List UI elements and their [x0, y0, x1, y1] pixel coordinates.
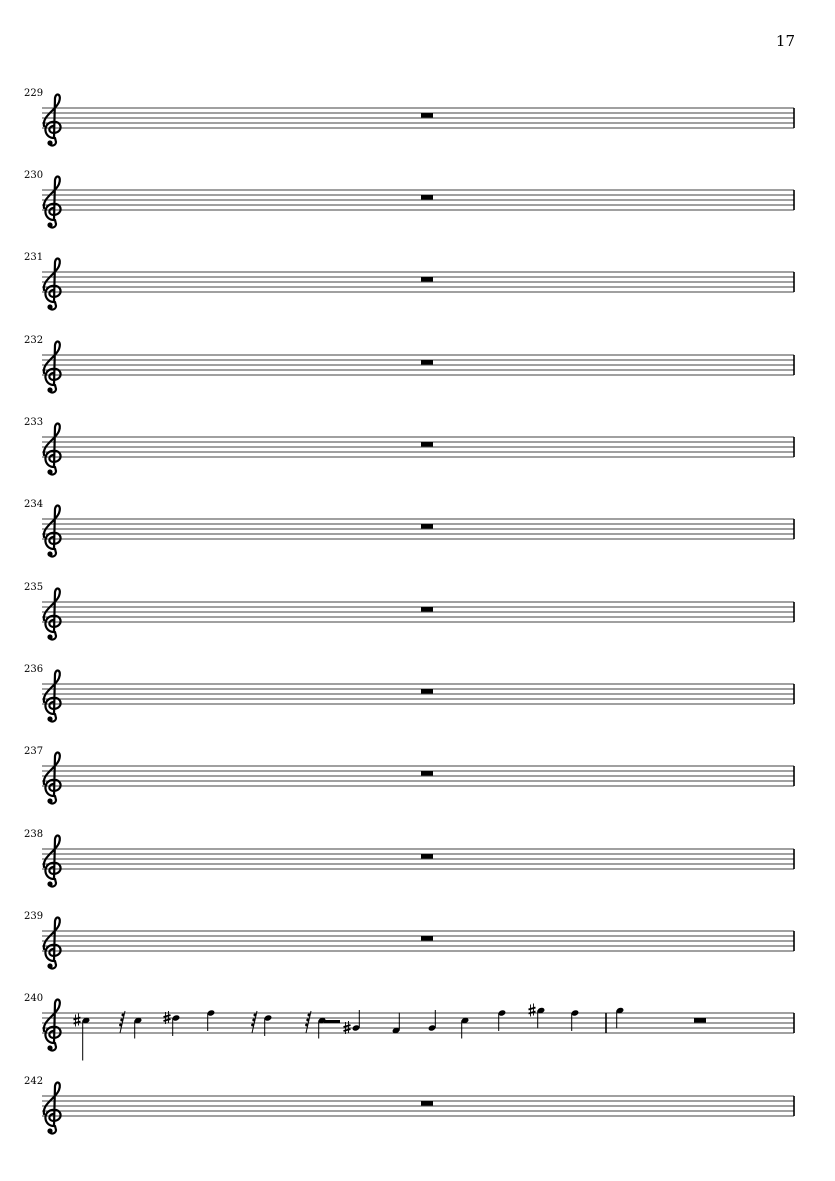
whole-rest-icon — [421, 854, 433, 859]
staff-system — [0, 993, 835, 1073]
treble-clef-icon — [44, 1000, 61, 1051]
treble-clef-icon — [44, 259, 61, 310]
whole-rest-icon — [694, 1018, 706, 1023]
staff-system — [0, 664, 835, 744]
thirty-second-rest-icon — [251, 1011, 257, 1033]
staff-system — [0, 746, 835, 826]
treble-clef-icon — [44, 95, 61, 146]
page-number: 17 — [775, 32, 795, 50]
treble-clef-icon — [44, 753, 61, 804]
staff-lines — [42, 519, 794, 539]
whole-rest-icon — [421, 195, 433, 200]
measure-number: 233 — [24, 417, 44, 428]
staff-system — [0, 88, 835, 168]
staff-lines — [42, 437, 794, 457]
staff-system — [0, 417, 835, 497]
treble-clef-icon — [44, 836, 61, 887]
sharp-icon — [529, 1004, 536, 1017]
measure-number: 230 — [24, 170, 44, 181]
staff-lines — [42, 931, 794, 951]
measure-number: 237 — [24, 746, 44, 757]
treble-clef-icon — [44, 1083, 61, 1134]
measure-number: 236 — [24, 664, 44, 675]
treble-clef-icon — [44, 589, 61, 640]
staff-system — [0, 252, 835, 332]
whole-rest-icon — [421, 771, 433, 776]
measure-number: 229 — [24, 88, 44, 99]
sharp-icon — [74, 1014, 81, 1027]
staff-svg — [0, 911, 835, 991]
measure-number: 239 — [24, 911, 44, 922]
whole-rest-icon — [421, 524, 433, 529]
staff-lines — [42, 1096, 794, 1116]
staff-system — [0, 499, 835, 579]
treble-clef-icon — [44, 342, 61, 393]
staff-svg — [0, 417, 835, 497]
measure-number: 234 — [24, 499, 44, 510]
staff-system — [0, 582, 835, 662]
staff-svg — [0, 829, 835, 909]
treble-clef-icon — [44, 671, 61, 722]
staff-lines — [42, 355, 794, 375]
staff-system — [0, 911, 835, 991]
staff-lines — [42, 766, 794, 786]
staff-svg — [0, 252, 835, 332]
measure-number: 235 — [24, 582, 44, 593]
staff-lines — [42, 108, 794, 128]
treble-clef-icon — [44, 424, 61, 475]
staff-svg — [0, 170, 835, 250]
staff-svg — [0, 499, 835, 579]
measure-number: 242 — [24, 1076, 44, 1087]
staff-svg — [0, 993, 835, 1073]
treble-clef-icon — [44, 918, 61, 969]
whole-rest-icon — [421, 1101, 433, 1106]
staff-lines — [42, 684, 794, 704]
staff-system — [0, 1076, 835, 1156]
whole-rest-icon — [421, 607, 433, 612]
whole-rest-icon — [421, 442, 433, 447]
staff-lines — [42, 602, 794, 622]
whole-rest-icon — [421, 360, 433, 365]
measure-number: 240 — [24, 993, 44, 1004]
whole-rest-icon — [421, 113, 433, 118]
thirty-second-rest-icon — [305, 1011, 311, 1033]
measure-number: 238 — [24, 829, 44, 840]
staff-system — [0, 829, 835, 909]
staff-system — [0, 170, 835, 250]
staff-lines — [42, 849, 794, 869]
staff-lines — [42, 1013, 794, 1033]
measure-number: 231 — [24, 252, 44, 263]
staff-svg — [0, 582, 835, 662]
thirty-second-rest-icon — [119, 1011, 125, 1033]
treble-clef-icon — [44, 506, 61, 557]
whole-rest-icon — [421, 277, 433, 282]
beam-icon — [324, 1020, 340, 1023]
staff-system — [0, 335, 835, 415]
treble-clef-icon — [44, 177, 61, 228]
staff-svg — [0, 1076, 835, 1156]
staff-lines — [42, 190, 794, 210]
whole-rest-icon — [421, 936, 433, 941]
staff-svg — [0, 664, 835, 744]
staff-svg — [0, 335, 835, 415]
staff-svg — [0, 746, 835, 826]
staff-svg — [0, 88, 835, 168]
measure-number: 232 — [24, 335, 44, 346]
staff-lines — [42, 272, 794, 292]
whole-rest-icon — [421, 689, 433, 694]
